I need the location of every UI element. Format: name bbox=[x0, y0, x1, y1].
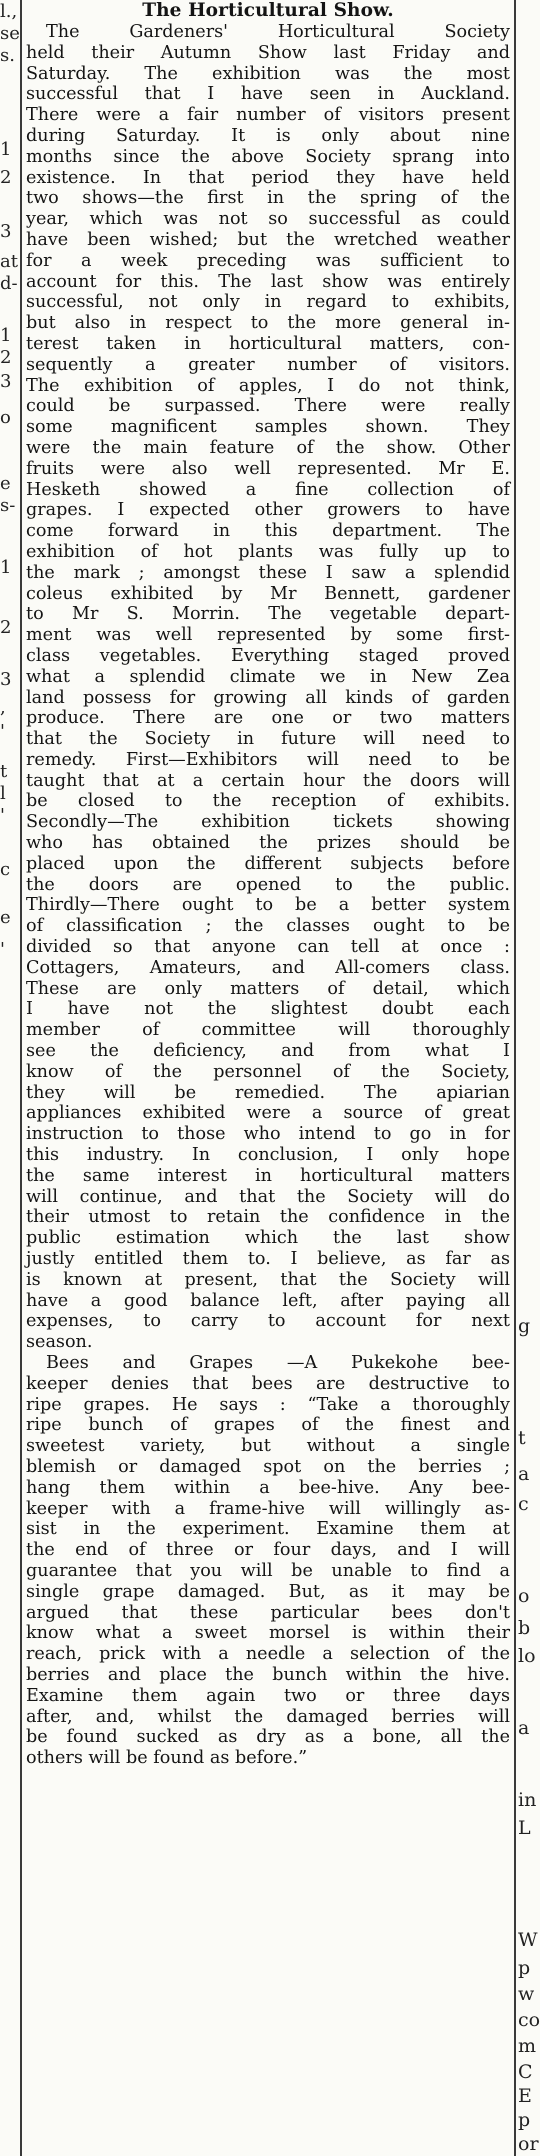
article-line: be closed to the reception of exhibits. bbox=[26, 791, 510, 812]
article-line: ment was well represented by some first- bbox=[26, 625, 510, 646]
article-line: have been wished; but the wretched weather bbox=[26, 229, 510, 250]
right-column-fragment bbox=[518, 0, 540, 2156]
article-line: but also in respect to the more general in- bbox=[26, 313, 510, 334]
article-line: coleus exhibited by Mr Bennett, gardener bbox=[26, 583, 510, 604]
left-gutter-fragment: e bbox=[0, 907, 11, 928]
left-gutter-fragment: 2 bbox=[0, 347, 12, 368]
article-line: keeper denies that bees are destructive to bbox=[26, 1373, 510, 1394]
article-line: for a week preceding was sufficient to bbox=[26, 250, 510, 271]
article-line: argued that these particular bees don't bbox=[26, 1602, 510, 1623]
left-gutter-fragment: d- bbox=[0, 273, 18, 294]
right-gutter-fragment: t bbox=[518, 1427, 526, 1449]
article-line: guarantee that you will be unable to find a bbox=[26, 1560, 510, 1581]
right-gutter-fragment: m bbox=[518, 2035, 537, 2057]
article-line: will continue, and that the Society will do bbox=[26, 1186, 510, 1207]
article-line: appliances exhibited were a source of great bbox=[26, 1103, 510, 1124]
article-line: account for this. The last show was entirely bbox=[26, 271, 510, 292]
article-line: The exhibition of apples, I do not think, bbox=[26, 375, 510, 396]
article-line: single grape damaged. But, as it may be bbox=[26, 1581, 510, 1602]
article-line: is known at present, that the Society will bbox=[26, 1269, 510, 1290]
article-line: Thirdly—There ought to be a better system bbox=[26, 895, 510, 916]
left-gutter-fragment: l bbox=[0, 783, 6, 804]
article-line: hang them within a bee-hive. Any bee- bbox=[26, 1477, 510, 1498]
left-gutter-fragment: t bbox=[0, 761, 8, 782]
right-gutter-fragment: w bbox=[518, 1983, 535, 2005]
article-line: exhibition of hot plants was fully up to bbox=[26, 541, 510, 562]
article-line: Hesketh showed a fine collection of bbox=[26, 479, 510, 500]
article-line: ripe bunch of grapes of the finest and bbox=[26, 1415, 510, 1436]
left-gutter-fragment: ' bbox=[0, 721, 5, 742]
article-line: come forward in this department. The bbox=[26, 521, 510, 542]
left-gutter-fragment: ' bbox=[0, 805, 5, 826]
article-line: instruction to those who intend to go in for bbox=[26, 1124, 510, 1145]
article-line: public estimation which the last show bbox=[26, 1228, 510, 1249]
article-line: this industry. In conclusion, I only hope bbox=[26, 1145, 510, 1166]
article-line: Bees and Grapes —A Pukekohe bee- bbox=[46, 1353, 510, 1373]
left-gutter-fragment: 1 bbox=[0, 325, 12, 346]
article-line: know what a sweet morsel is within their bbox=[26, 1623, 510, 1644]
left-gutter-fragment: 3 bbox=[0, 221, 12, 242]
article-line: year, which was not so successful as could bbox=[26, 209, 510, 230]
article-line: that the Society in future will need to bbox=[26, 729, 510, 750]
article-line: taught that at a certain hour the doors will bbox=[26, 770, 510, 791]
article-line: Secondly—The exhibition tickets showing bbox=[26, 812, 510, 833]
column-rule-right bbox=[514, 0, 516, 2156]
article-line: successful that I have seen in Auckland. bbox=[26, 84, 510, 105]
article-line: after, and, whilst the damaged berries will bbox=[26, 1706, 510, 1727]
right-gutter-fragment: E bbox=[518, 2085, 532, 2107]
article-line: who has obtained the prizes should be bbox=[26, 833, 510, 854]
article-line: These are only matters of detail, which bbox=[26, 978, 510, 999]
article-line: season. bbox=[26, 1332, 93, 1353]
article-line: land possess for growing all kinds of garden bbox=[26, 687, 510, 708]
article-line: The Gardeners' Horticultural Society bbox=[46, 22, 510, 42]
right-gutter-fragment: o bbox=[518, 1585, 530, 1607]
article-line: berries and place the bunch within the hive. bbox=[26, 1664, 510, 1685]
left-gutter-fragment: 3 bbox=[0, 669, 12, 690]
right-gutter-fragment: W bbox=[518, 1929, 538, 1951]
article-line: their utmost to retain the confidence in the bbox=[26, 1207, 510, 1228]
left-gutter-fragment: at bbox=[0, 251, 18, 272]
article-line: they will be remedied. The apiarian bbox=[26, 1082, 510, 1103]
left-gutter-fragment: c bbox=[0, 859, 11, 880]
article-line: what a splendid climate we in New Zea bbox=[26, 666, 510, 687]
article-line: Cottagers, Amateurs, and All-comers class. bbox=[26, 957, 510, 978]
article-line: There were a fair number of visitors present bbox=[26, 105, 510, 126]
article-line: reach, prick with a needle a selection of the bbox=[26, 1644, 510, 1665]
right-gutter-fragment: lo bbox=[518, 1645, 536, 1667]
article-line: terest taken in horticultural matters, con- bbox=[26, 333, 510, 354]
right-gutter-fragment: C bbox=[518, 2061, 533, 2083]
right-gutter-fragment: p bbox=[518, 1957, 531, 1979]
article-line: I have not the slightest doubt each bbox=[26, 999, 510, 1020]
left-gutter-fragment: 1 bbox=[0, 139, 12, 160]
left-gutter-fragment: s. bbox=[0, 45, 15, 66]
right-gutter-fragment: a bbox=[518, 1717, 530, 1739]
article-line: two shows—the first in the spring of the bbox=[26, 188, 510, 209]
article-line: sist in the experiment. Examine them at bbox=[26, 1519, 510, 1540]
article-line: see the deficiency, and from what I bbox=[26, 1041, 510, 1062]
article-line: the mark ; amongst these I saw a splendid bbox=[26, 562, 510, 583]
article-line: of classification ; the classes ought to be bbox=[26, 916, 510, 937]
left-column-fragment bbox=[0, 0, 20, 2156]
article-line: Examine them again two or three days bbox=[26, 1685, 510, 1706]
article-line: others will be found as before.” bbox=[26, 1748, 308, 1769]
right-gutter-fragment: b bbox=[518, 1617, 531, 1639]
left-gutter-fragment: 2 bbox=[0, 617, 12, 638]
article-line: keeper with a frame-hive will willingly as- bbox=[26, 1498, 510, 1519]
article-line: fruits were also well represented. Mr E. bbox=[26, 458, 510, 479]
article-line: divided so that anyone can tell at once : bbox=[26, 937, 510, 958]
left-gutter-fragment: 2 bbox=[0, 167, 12, 188]
article-line: were the main feature of the show. Other bbox=[26, 437, 510, 458]
left-gutter-fragment: s- bbox=[0, 495, 16, 516]
left-gutter-fragment: e bbox=[0, 473, 11, 494]
article-line: some magnificent samples shown. They bbox=[26, 417, 510, 438]
left-gutter-fragment: , bbox=[0, 697, 6, 718]
article-line: during Saturday. It is only about nine bbox=[26, 125, 510, 146]
right-gutter-fragment: in bbox=[518, 1789, 537, 1811]
article-body bbox=[26, 22, 510, 1769]
article-line: sweetest variety, but without a single bbox=[26, 1436, 510, 1457]
article-line: the same interest in horticultural matters bbox=[26, 1165, 510, 1186]
article-line: blemish or damaged spot on the berries ; bbox=[26, 1456, 510, 1477]
left-gutter-fragment: se bbox=[0, 23, 20, 44]
article-line: justly entitled them to. I believe, as far as bbox=[26, 1249, 510, 1270]
right-gutter-fragment: a bbox=[518, 1463, 530, 1485]
article-line: grapes. I expected other growers to have bbox=[26, 500, 510, 521]
left-gutter-fragment: l., bbox=[0, 1, 18, 22]
article-line: to Mr S. Morrin. The vegetable depart- bbox=[26, 604, 510, 625]
article-line: the doors are opened to the public. bbox=[26, 874, 510, 895]
left-gutter-fragment: o bbox=[0, 407, 11, 428]
article-line: be found sucked as dry as a bone, all the bbox=[26, 1727, 510, 1748]
left-gutter-fragment: ' bbox=[0, 939, 5, 960]
article-line: class vegetables. Everything staged proved bbox=[26, 645, 510, 666]
right-gutter-fragment: c bbox=[518, 1493, 529, 1515]
column-rule-left bbox=[20, 0, 22, 2156]
article-line: successful, not only in regard to exhibits, bbox=[26, 292, 510, 313]
article-line: expenses, to carry to account for next bbox=[26, 1311, 510, 1332]
article-line: existence. In that period they have held bbox=[26, 167, 510, 188]
right-gutter-fragment: co bbox=[518, 2009, 540, 2031]
left-gutter-fragment: 3 bbox=[0, 371, 12, 392]
article-line: held their Autumn Show last Friday and bbox=[26, 42, 510, 63]
article-line: produce. There are one or two matters bbox=[26, 708, 510, 729]
article-line: placed upon the different subjects before bbox=[26, 853, 510, 874]
article-headline: The Horticultural Show. bbox=[142, 0, 394, 21]
article-line: ripe grapes. He says : “Take a thoroughly bbox=[26, 1394, 510, 1415]
article-line: member of committee will thoroughly bbox=[26, 1020, 510, 1041]
article-line: months since the above Society sprang into bbox=[26, 146, 510, 167]
article-line: could be surpassed. There were really bbox=[26, 396, 510, 417]
article-line: Saturday. The exhibition was the most bbox=[26, 63, 510, 84]
right-gutter-fragment: or bbox=[518, 2133, 539, 2155]
article-line: sequently a greater number of visitors. bbox=[26, 354, 510, 375]
article-line: know of the personnel of the Society, bbox=[26, 1061, 510, 1082]
article-column bbox=[26, 0, 510, 1769]
article-line: the end of three or four days, and I will bbox=[26, 1540, 510, 1561]
right-gutter-fragment: L bbox=[518, 1817, 531, 1839]
right-gutter-fragment: g bbox=[518, 1315, 531, 1337]
right-gutter-fragment: p bbox=[518, 2109, 531, 2131]
article-line: remedy. First—Exhibitors will need to be bbox=[26, 749, 510, 770]
left-gutter-fragment: 1 bbox=[0, 557, 12, 578]
article-line: have a good balance left, after paying all bbox=[26, 1290, 510, 1311]
